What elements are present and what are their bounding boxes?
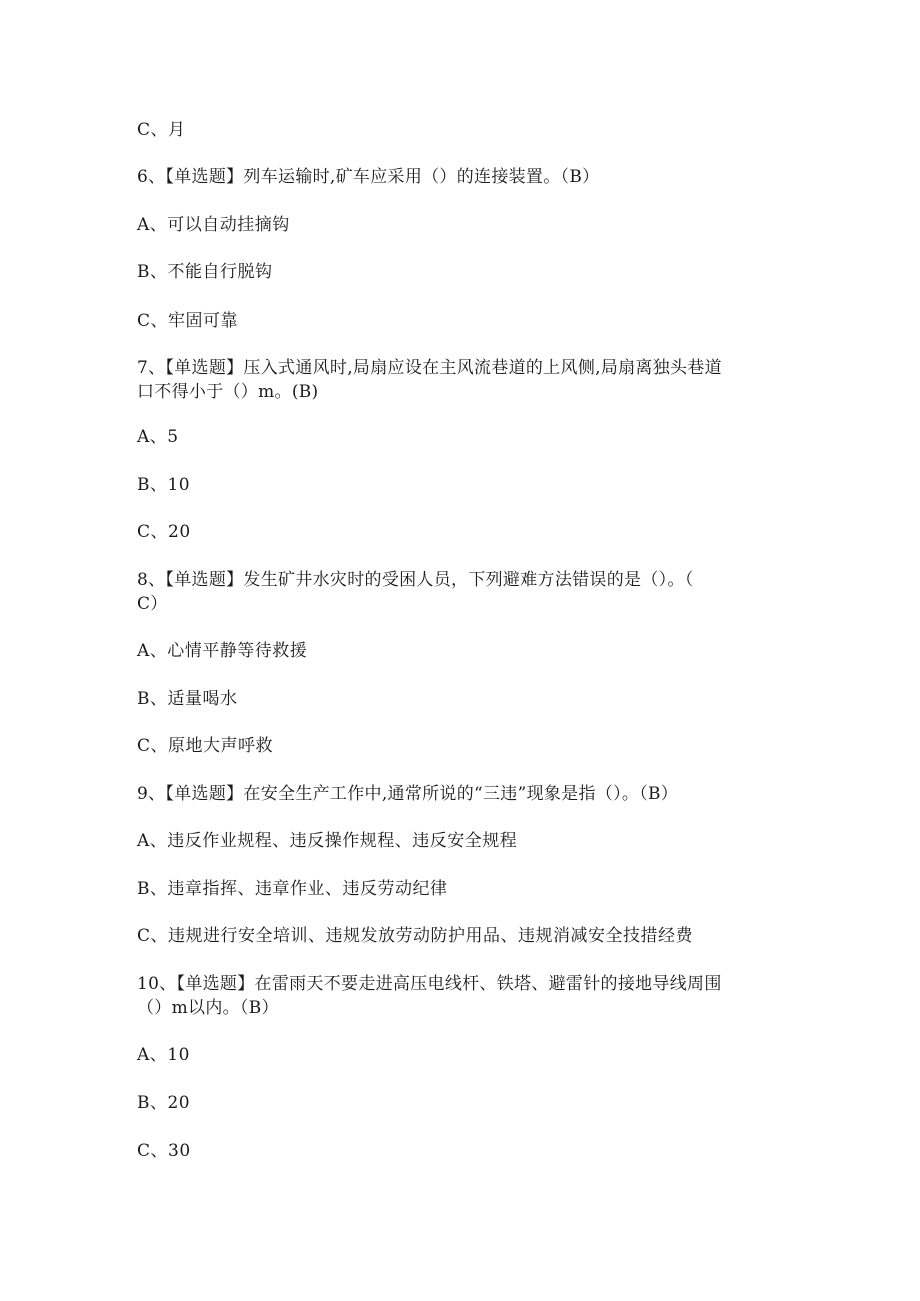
option-text: C、牢固可靠 — [137, 311, 239, 331]
question-text: 9、【单选题】在安全生产工作中,通常所说的“三违”现象是指（）。（B） — [137, 784, 679, 804]
option-text: C、20 — [137, 522, 191, 542]
question-text: 8、【单选题】发生矿井水灾时的受困人员，下列避难方法错误的是（）。（ — [137, 570, 694, 590]
question-text-continued: C） — [137, 594, 168, 614]
option-text: B、适量喝水 — [137, 689, 238, 709]
option-text: B、10 — [137, 475, 191, 495]
option-text: A、心情平静等待救援 — [137, 641, 308, 661]
question-text-continued: 口不得小于（）m。(B) — [137, 382, 319, 402]
option-text: A、可以自动挂摘钩 — [137, 215, 290, 235]
option-text: C、原地大声呼救 — [137, 736, 274, 756]
option-text: C、30 — [137, 1141, 191, 1161]
option-text: A、5 — [137, 427, 179, 447]
question-text-continued: （）m以内。（B） — [137, 998, 279, 1018]
question-text: 10、【单选题】在雷雨天不要走进高压电线杆、铁塔、避雷针的接地导线周围 — [137, 974, 722, 994]
option-text: B、不能自行脱钩 — [137, 262, 273, 282]
question-text: 7、【单选题】压入式通风时,局扇应设在主风流巷道的上风侧,局扇离独头巷道 — [137, 358, 722, 378]
option-text: B、20 — [137, 1093, 191, 1113]
question-text: 6、【单选题】列车运输时,矿车应采用（）的连接装置。（B） — [137, 167, 600, 187]
option-text: B、违章指挥、违章作业、违反劳动纪律 — [137, 879, 448, 899]
option-text: A、违反作业规程、违反操作规程、违反安全规程 — [137, 831, 518, 851]
option-text: C、违规进行安全培训、违规发放劳动防护用品、违规消减安全技措经费 — [137, 926, 694, 946]
option-text: A、10 — [137, 1045, 190, 1065]
option-text: C、月 — [137, 120, 186, 140]
